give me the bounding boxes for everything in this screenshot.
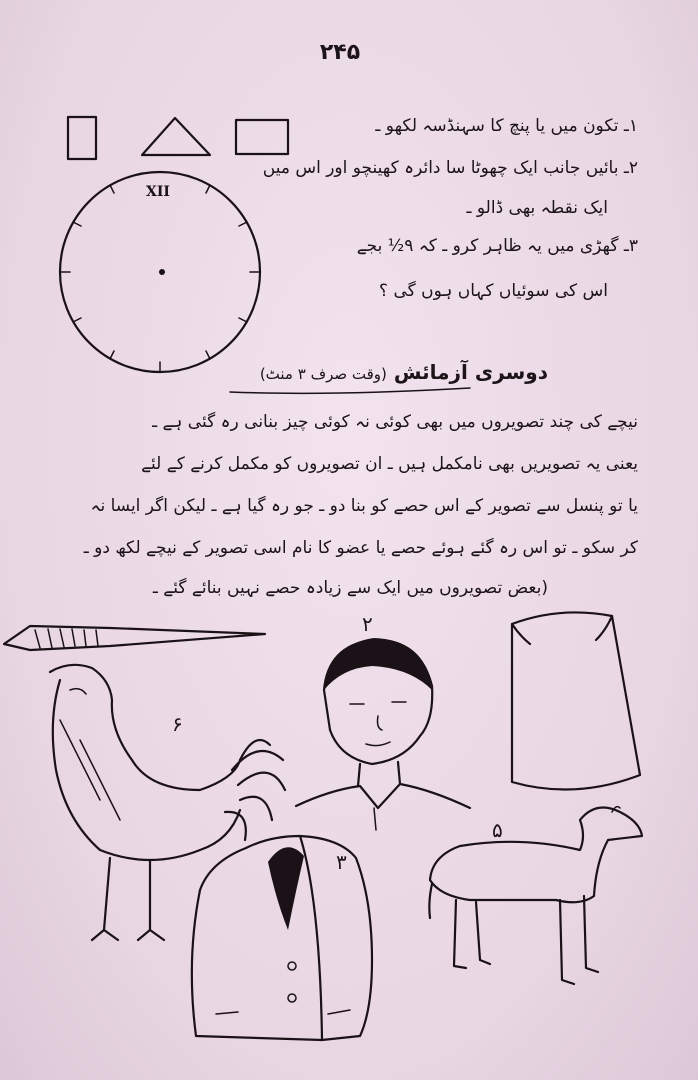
question-3-text: ـ گھڑی میں یہ ظاہر کرو ـ کہ ۹½ بجے	[356, 236, 629, 256]
camel-picture-number: ۵	[492, 818, 503, 842]
vase-drawing	[512, 612, 640, 789]
question-2-text: ـ بائیں جانب ایک چھوٹا سا دائرہ کھینچو اور اس میں	[262, 158, 629, 178]
section-heading-underline	[230, 388, 470, 393]
boy-picture-number: ۲	[362, 612, 373, 636]
camel-drawing	[429, 807, 642, 984]
section-title: دوسری آزمائش	[393, 360, 548, 384]
page-number: ۲۴۵	[319, 40, 361, 65]
boy-drawing	[296, 638, 470, 830]
jacket-picture-number: ۳	[336, 850, 347, 874]
section-time-note: (وقت صرف ۳ منٹ)	[259, 365, 387, 383]
tall-rectangle-shape	[68, 117, 96, 159]
clock-numeral-xii: XII	[146, 184, 170, 200]
triangle-shape	[142, 118, 210, 155]
instruction-line-5: (بعض تصویروں میں ایک سے زیادہ حصے نہیں بنائے گئے ـ	[152, 578, 548, 598]
question-3-continued: اس کی سوئیاں کہاں ہوں گی ؟	[379, 281, 608, 301]
instruction-line-2: یعنی یہ تصویریں بھی نامکمل ہیں ـ ان تصویروں کو مکمل کرنے کے لئے	[141, 454, 638, 474]
clock-face	[60, 172, 260, 372]
knife-drawing	[4, 626, 265, 650]
wide-rectangle-shape	[236, 120, 288, 154]
instruction-line-4: کر سکو ـ تو اس رہ گئے ہوئے حصے یا عضو کا نام اسی تصویر کے نیچے لکھ دو ـ	[83, 538, 638, 558]
question-1-number: ۱	[628, 116, 638, 136]
question-2-number: ۲	[628, 158, 638, 178]
question-1-text: ـ تکون میں یا پنچ کا سہنڈسہ لکھو ـ	[375, 116, 629, 136]
question-2-continued: ایک نقطہ بھی ڈالو ـ	[466, 198, 608, 218]
rooster-picture-number: ۶	[172, 712, 183, 736]
instruction-line-1: نیچے کی چند تصویروں میں بھی کوئی نہ کوئی چیز بنانی رہ گئی ہے ـ	[152, 412, 638, 432]
instruction-line-3: یا تو پنسل سے تصویر کے اس حصے کو بنا دو ـ جو رہ گیا ہے ـ لیکن اگر ایسا نہ	[90, 496, 638, 516]
rooster-drawing	[50, 665, 285, 940]
question-3-number: ۳	[628, 236, 638, 256]
